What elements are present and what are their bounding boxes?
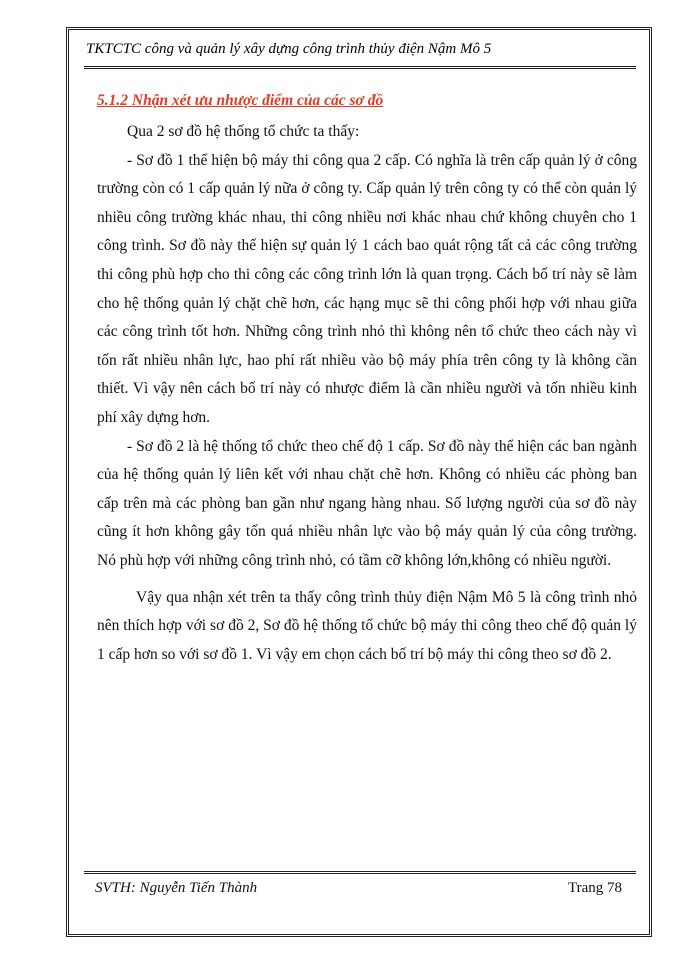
header-divider: [84, 66, 636, 69]
footer-page-number: Trang 78: [567, 880, 622, 896]
paragraph-diagram-2: - Sơ đồ 2 là hệ thống tổ chức theo chế độ 1 cấp. Sơ đồ này thể hiện các ban ngành của hệ thống quản lý liên kết với nhau chặt chẽ hơn. Không có nhiều các phòng ban cấp trên mà các phòng ban gần như ngang hàng nhau. Số lượng người của sơ đồ này cũng ít hơn không gây tốn quá nhiều nhân lực vào bộ máy quản lý của công trường. Nó phù hợp với những công trình nhỏ, có tầm cỡ không lớn,không có nhiều người.: [97, 437, 637, 569]
section-heading: 5.1.2 Nhận xét ưu nhược điểm của các sơ đồ: [97, 92, 384, 109]
body-text: [97, 118, 637, 669]
footer-divider: [84, 871, 636, 874]
paragraph-conclusion: Vậy qua nhận xét trên ta thấy công trình thủy điện Nậm Mô 5 là công trình nhỏ nên thích hợp với sơ đồ 2, Sơ đồ hệ thống tổ chức bộ máy thi công theo chế độ quản lý 1 cấp hơn so với sơ đồ 1. Vì vậy em chọn cách bố trí bộ máy thi công theo sơ đồ 2.: [97, 588, 637, 663]
paragraph-diagram-1: - Sơ đồ 1 thể hiện bộ máy thi công qua 2 cấp. Có nghĩa là trên cấp quản lý ở công trường còn có 1 cấp quản lý nữa ở công ty. Cấp quản lý trên công ty có thể còn quản lý nhiều công trường khác nhau, thi công nhiều nơi khác nhau chứ không chuyên cho 1 công trình. Sơ đồ này thể hiện sự quản lý 1 cách bao quát rộng tất cả các công trường thi công phù hợp cho thi công các công trình lớn là quan trọng. Cách bố trí này sẽ làm cho hệ thống quản lý chặt chẽ hơn, các hạng mục sẽ thi công phối hợp với nhau giữa các công trình tốt hơn. Những công trình nhỏ thì không nên tổ chức theo cách này vì tốn rất nhiều nhân lực, hao phí rất nhiều vào bộ máy phía trên công ty là không cần thiết. Vì vậy nên cách bố trí này có nhược điểm là cần nhiều người và tốn nhiều kinh phí xây dựng hơn.: [97, 151, 637, 426]
page-header-title: TKTCTC công và quản lý xây dựng công trình thủy điện Nậm Mô 5: [86, 41, 492, 57]
paragraph-intro: Qua 2 sơ đồ hệ thống tổ chức ta thấy:: [127, 123, 360, 140]
footer-author: SVTH: Nguyễn Tiến Thành: [95, 880, 258, 896]
